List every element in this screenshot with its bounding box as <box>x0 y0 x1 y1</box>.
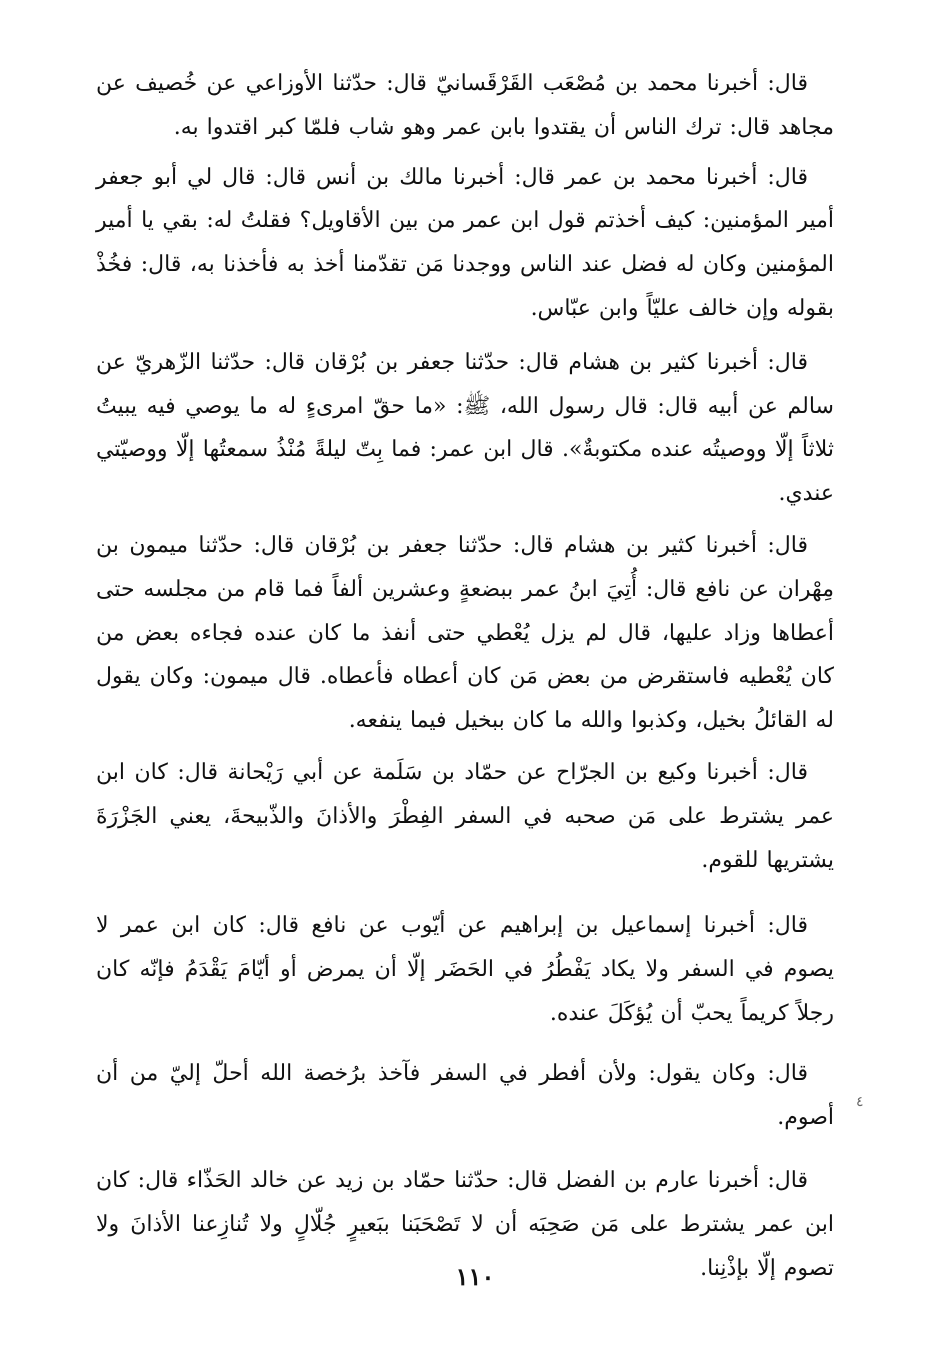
paragraph-1: قال: أخبرنا محمد بن مُصْعَب القَرْقَسانيّ قال: حدّثنا الأوزاعي عن خُصيف عن مجاهد قال: ترك الناس أن يقتدوا بابن عمر وهو شاب فلمّا كبر اقتدوا به. <box>96 71 834 140</box>
paragraph-8: قال: أخبرنا عارم بن الفضل قال: حدّثنا حمّاد بن زيد عن خالد الحَذّاء قال: كان ابن عمر يشترط على مَن صَحِبَه أن لا تَصْحَبَنا ببَعيرٍ جُلّالٍ ولا تُنازِعنا الأذانَ ولا تصوم إلّا بإذْنِنا. <box>96 1168 834 1281</box>
margin-mark: ٤ <box>856 1094 864 1110</box>
paragraph-2: قال: أخبرنا محمد بن عمر قال: أخبرنا مالك بن أنس قال: قال لي أبو جعفر أمير المؤمنين: كيف أخذتم قول ابن عمر من بين الأقاويل؟ فقلتُ له: بقي يا أمير المؤمنين وكان له فضل عند الناس ووجدنا مَن تقدّمنا أخذ به فأخذنا به، قال: فخُذْ بقوله وإن خالف عليّاً وابن عبّاس. <box>96 164 834 321</box>
paragraph-3: قال: أخبرنا كثير بن هشام قال: حدّثنا جعفر بن بُرْقان قال: حدّثنا الزّهريّ عن سالم عن أبيه قال: قال رسول الله، ﷺ: «ما حقّ امرىءٍ له ما يوصي فيه يبيتُ ثلاثاً إلّا ووصيتُه عنده مكتوبةٌ». قال ابن عمر: فما بِتّ ليلةً مُنْذُ سمعتُها إلّا ووصيّتي عندي. <box>96 349 834 507</box>
paragraph-7: قال: وكان يقول: ولأن أفطر في السفر فآخذ برُخصة الله أحلّ إليّ من أن أصوم. <box>96 1060 834 1130</box>
page-number: ١١٠ <box>455 1262 495 1291</box>
paragraph-5: قال: أخبرنا وكيع بن الجرّاح عن حمّاد بن سَلَمة عن أبي رَيْحانة قال: كان ابن عمر يشترط على مَن صحبه في السفر الفِطْرَ والأذانَ والذّبيحةَ، يعني الجَزْرَةَ يشتريها للقوم. <box>96 759 834 873</box>
paragraph-4: قال: أخبرنا كثير بن هشام قال: حدّثنا جعفر بن بُرْقان قال: حدّثنا ميمون بن مِهْران عن نافع قال: أُتِيَ ابنُ عمر ببضعةٍ وعشرين ألفاً فما قام من مجلسه حتى أعطاها وزاد عليها، قال لم يزل يُعْطي حتى أنفذ ما كان عنده فجاءه بعض من كان يُعْطيه فاستقرض من بعض مَن كان أعطاه فأعطاه. قال ميمون: وكان يقول له القائلُ بخيل، وكذبوا والله ما كان ببخيل فيما ينفعه. <box>96 532 834 734</box>
paragraph-6: قال: أخبرنا إسماعيل بن إبراهيم عن أيّوب عن نافع قال: كان ابن عمر لا يصوم في السفر ولا يكاد يَفْطُرُ في الحَضَر إلّا أن يمرض أو أيّامَ يَقْدَمُ فإنّه كان رجلاً كريماً يحبّ أن يُؤكَلَ عنده. <box>96 913 834 1026</box>
main-text <box>96 62 834 1291</box>
